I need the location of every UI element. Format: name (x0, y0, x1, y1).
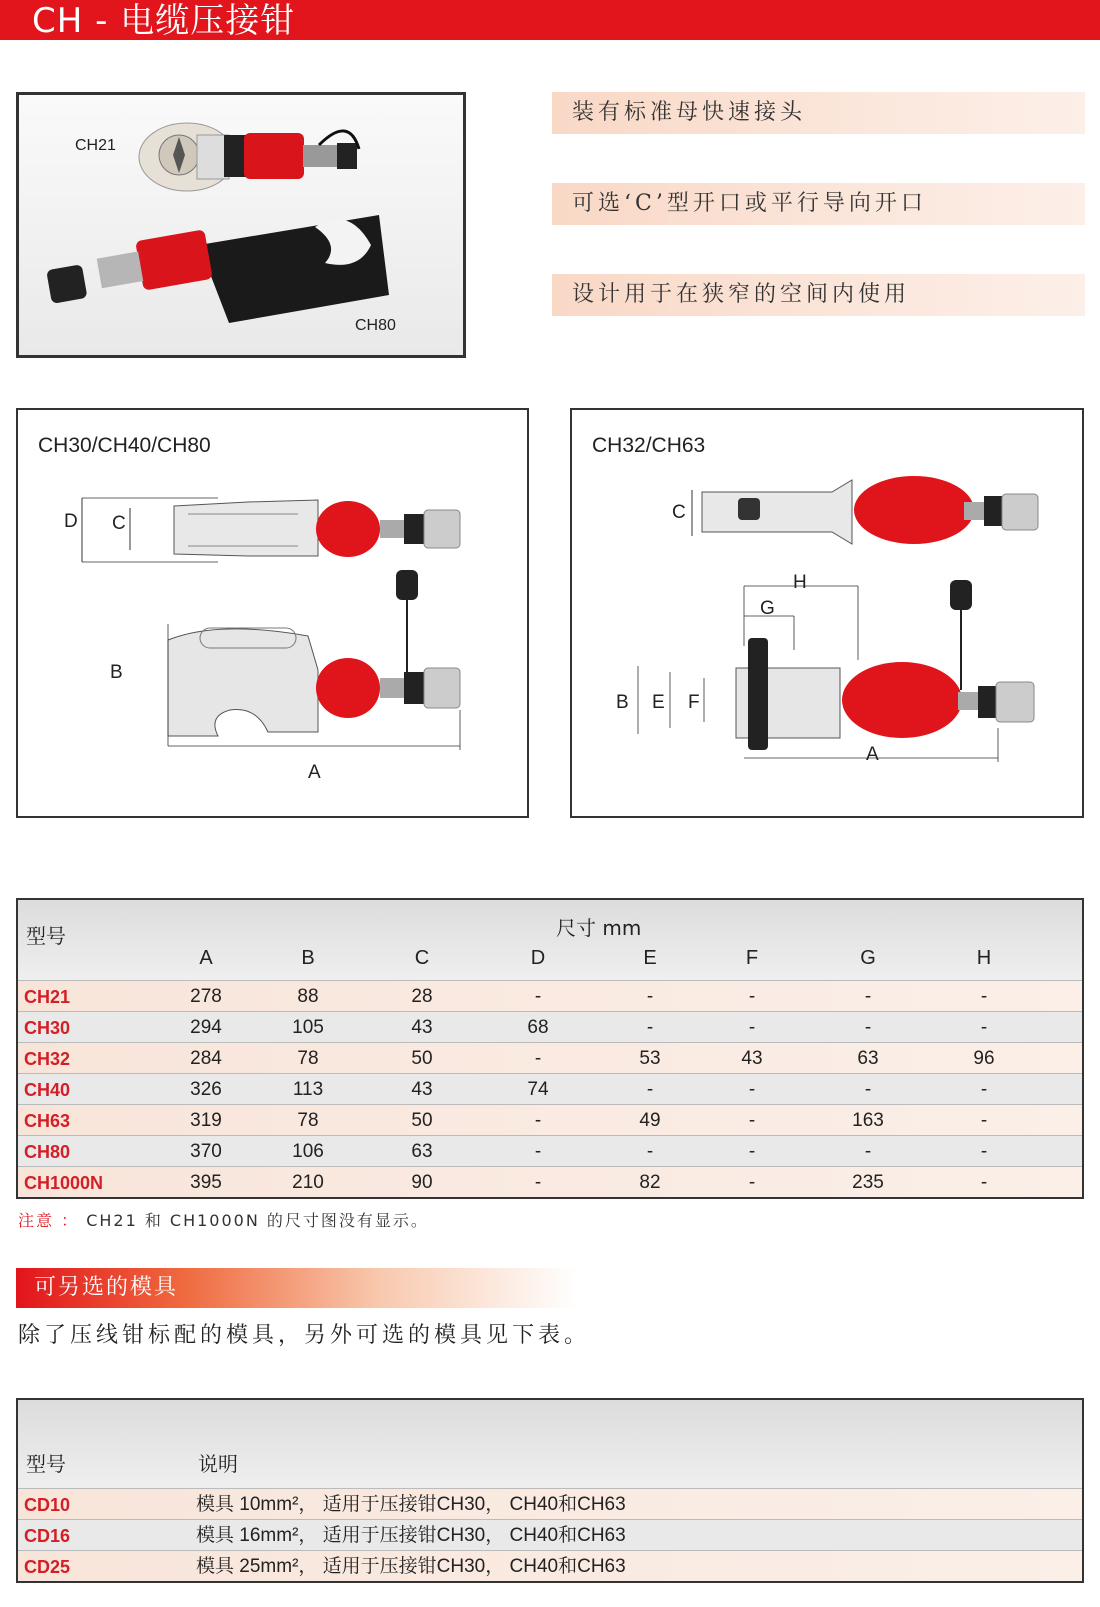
value-cell: - (980, 1172, 988, 1193)
value-cell: - (534, 1110, 542, 1131)
dim-label-b: B (616, 692, 629, 713)
model-cell: CH63 (24, 1111, 71, 1131)
value-cell: - (864, 1141, 872, 1162)
model-cell: CH1000N (24, 1173, 104, 1193)
model-cell: CH21 (24, 987, 71, 1007)
value-cell: 370 (190, 1141, 222, 1162)
value-cell: - (980, 1110, 988, 1131)
dim-label-d: D (64, 511, 78, 532)
group-header: 尺寸 mm (556, 916, 642, 940)
dimensions-table (16, 898, 1084, 1199)
product-photo (16, 92, 466, 358)
value-cell: 82 (639, 1172, 661, 1193)
table-row (18, 980, 1082, 1011)
col-header-b: B (301, 947, 315, 969)
feature-text: 可选‘C’型开口或平行导向开口 (572, 191, 927, 216)
value-cell: 105 (292, 1017, 324, 1038)
value-cell: 68 (527, 1017, 549, 1038)
table-row (18, 1042, 1082, 1073)
diagram-title: CH30/CH40/CH80 (38, 434, 211, 457)
description-cell: 模具 25mm²， 适用于压接钳CH30， CH40和CH63 (196, 1556, 626, 1577)
crimper-photo-illustration (19, 95, 463, 355)
feature-text: 装有标准母快速接头 (572, 100, 807, 125)
value-cell: 78 (297, 1110, 319, 1131)
col-header-e: E (643, 947, 657, 969)
title-bar (0, 0, 1100, 40)
section-header (16, 1268, 576, 1308)
section-intro: 除了压线钳标配的模具，另外可选的模具见下表。 (18, 1323, 591, 1348)
page-title: CH - 电缆压接钳 (32, 1, 296, 41)
value-cell: - (748, 986, 756, 1007)
model-cell: CH80 (24, 1142, 71, 1162)
value-cell: 106 (292, 1141, 324, 1162)
diagram-ch30-ch40-ch80 (16, 408, 529, 818)
value-cell: - (980, 1141, 988, 1162)
value-cell: - (748, 1172, 756, 1193)
dimension-drawing (18, 410, 527, 816)
note-prefix: 注意 ： (18, 1211, 80, 1230)
value-cell: 50 (411, 1048, 433, 1069)
value-cell: - (864, 1017, 872, 1038)
value-cell: - (534, 986, 542, 1007)
model-cell: CD10 (24, 1495, 71, 1515)
value-cell: 294 (190, 1017, 222, 1038)
value-cell: 88 (297, 986, 319, 1007)
col-header-f: F (745, 947, 759, 969)
value-cell: 319 (190, 1110, 222, 1131)
table-row (18, 1104, 1082, 1135)
desc-header: 说明 (198, 1452, 238, 1476)
diagram-title: CH32/CH63 (592, 434, 706, 457)
value-cell: 43 (411, 1017, 433, 1038)
note-text: CH21 和 CH1000N 的尺寸图没有显示。 (86, 1211, 429, 1230)
model-header: 型号 (26, 924, 66, 948)
value-cell: 90 (411, 1172, 433, 1193)
value-cell: 284 (190, 1048, 222, 1069)
value-cell: 43 (741, 1048, 763, 1069)
dim-label-f: F (688, 692, 700, 713)
dim-label-b: B (110, 662, 123, 683)
table-body (18, 1488, 1082, 1581)
col-header-d: D (530, 947, 546, 969)
model-cell: CH40 (24, 1080, 71, 1100)
feature-text: 设计用于在狭窄的空间内使用 (572, 282, 911, 307)
value-cell: - (646, 1079, 654, 1100)
value-cell: 49 (639, 1110, 661, 1131)
col-header-h: H (976, 947, 992, 969)
value-cell: 163 (852, 1110, 884, 1131)
value-cell: 53 (639, 1048, 661, 1069)
table-row (18, 1519, 1082, 1550)
table-row (18, 1550, 1082, 1581)
value-cell: 210 (292, 1172, 324, 1193)
table-header (18, 1400, 1082, 1488)
value-cell: - (864, 1079, 872, 1100)
dim-label-h: H (793, 572, 807, 593)
value-cell: 78 (297, 1048, 319, 1069)
value-cell: 28 (411, 986, 433, 1007)
value-cell: 43 (411, 1079, 433, 1100)
value-cell: 74 (527, 1079, 549, 1100)
value-cell: - (534, 1141, 542, 1162)
model-cell: CH32 (24, 1049, 71, 1069)
value-cell: - (748, 1079, 756, 1100)
value-cell: 50 (411, 1110, 433, 1131)
table-body (18, 980, 1082, 1197)
value-cell: - (646, 1141, 654, 1162)
value-cell: 63 (857, 1048, 879, 1069)
table-header (18, 900, 1082, 980)
value-cell: - (748, 1141, 756, 1162)
model-header: 型号 (26, 1452, 66, 1476)
feature-item-3 (552, 274, 1085, 316)
photo-label-ch21: CH21 (75, 137, 116, 154)
value-cell: - (534, 1048, 542, 1069)
table-row (18, 1166, 1082, 1197)
feature-item-2 (552, 183, 1085, 225)
value-cell: 235 (852, 1172, 884, 1193)
dim-label-a: A (308, 762, 321, 783)
description-cell: 模具 16mm²， 适用于压接钳CH30， CH40和CH63 (196, 1525, 626, 1546)
section-title: 可另选的模具 (34, 1275, 179, 1300)
note (18, 1208, 429, 1231)
value-cell: - (980, 986, 988, 1007)
dies-table (16, 1398, 1084, 1583)
value-cell: 63 (411, 1141, 433, 1162)
value-cell: - (864, 986, 872, 1007)
value-cell: 113 (292, 1079, 324, 1100)
model-cell: CD16 (24, 1526, 71, 1546)
photo-label-ch80: CH80 (355, 317, 396, 334)
table-row (18, 1135, 1082, 1166)
dim-label-c: C (112, 513, 126, 534)
col-header-g: G (860, 947, 876, 969)
value-cell: - (980, 1017, 988, 1038)
dimension-drawing (572, 410, 1082, 816)
model-cell: CH30 (24, 1018, 71, 1038)
diagram-ch32-ch63 (570, 408, 1084, 818)
dim-label-a: A (866, 744, 879, 765)
description-cell: 模具 10mm²， 适用于压接钳CH30， CH40和CH63 (196, 1494, 626, 1515)
value-cell: 96 (973, 1048, 995, 1069)
dim-label-c: C (672, 502, 686, 523)
value-cell: - (748, 1110, 756, 1131)
value-cell: - (748, 1017, 756, 1038)
value-cell: 278 (190, 986, 222, 1007)
col-header-c: C (414, 947, 430, 969)
value-cell: - (980, 1079, 988, 1100)
value-cell: 326 (190, 1079, 222, 1100)
table-row (18, 1073, 1082, 1104)
value-cell: - (646, 986, 654, 1007)
col-header-a: A (199, 947, 213, 969)
value-cell: 395 (190, 1172, 222, 1193)
value-cell: - (534, 1172, 542, 1193)
table-row (18, 1011, 1082, 1042)
value-cell: - (646, 1017, 654, 1038)
dim-label-e: E (652, 692, 665, 713)
model-cell: CD25 (24, 1557, 71, 1577)
feature-item-1 (552, 92, 1085, 134)
table-row (18, 1488, 1082, 1519)
dim-label-g: G (760, 598, 775, 619)
